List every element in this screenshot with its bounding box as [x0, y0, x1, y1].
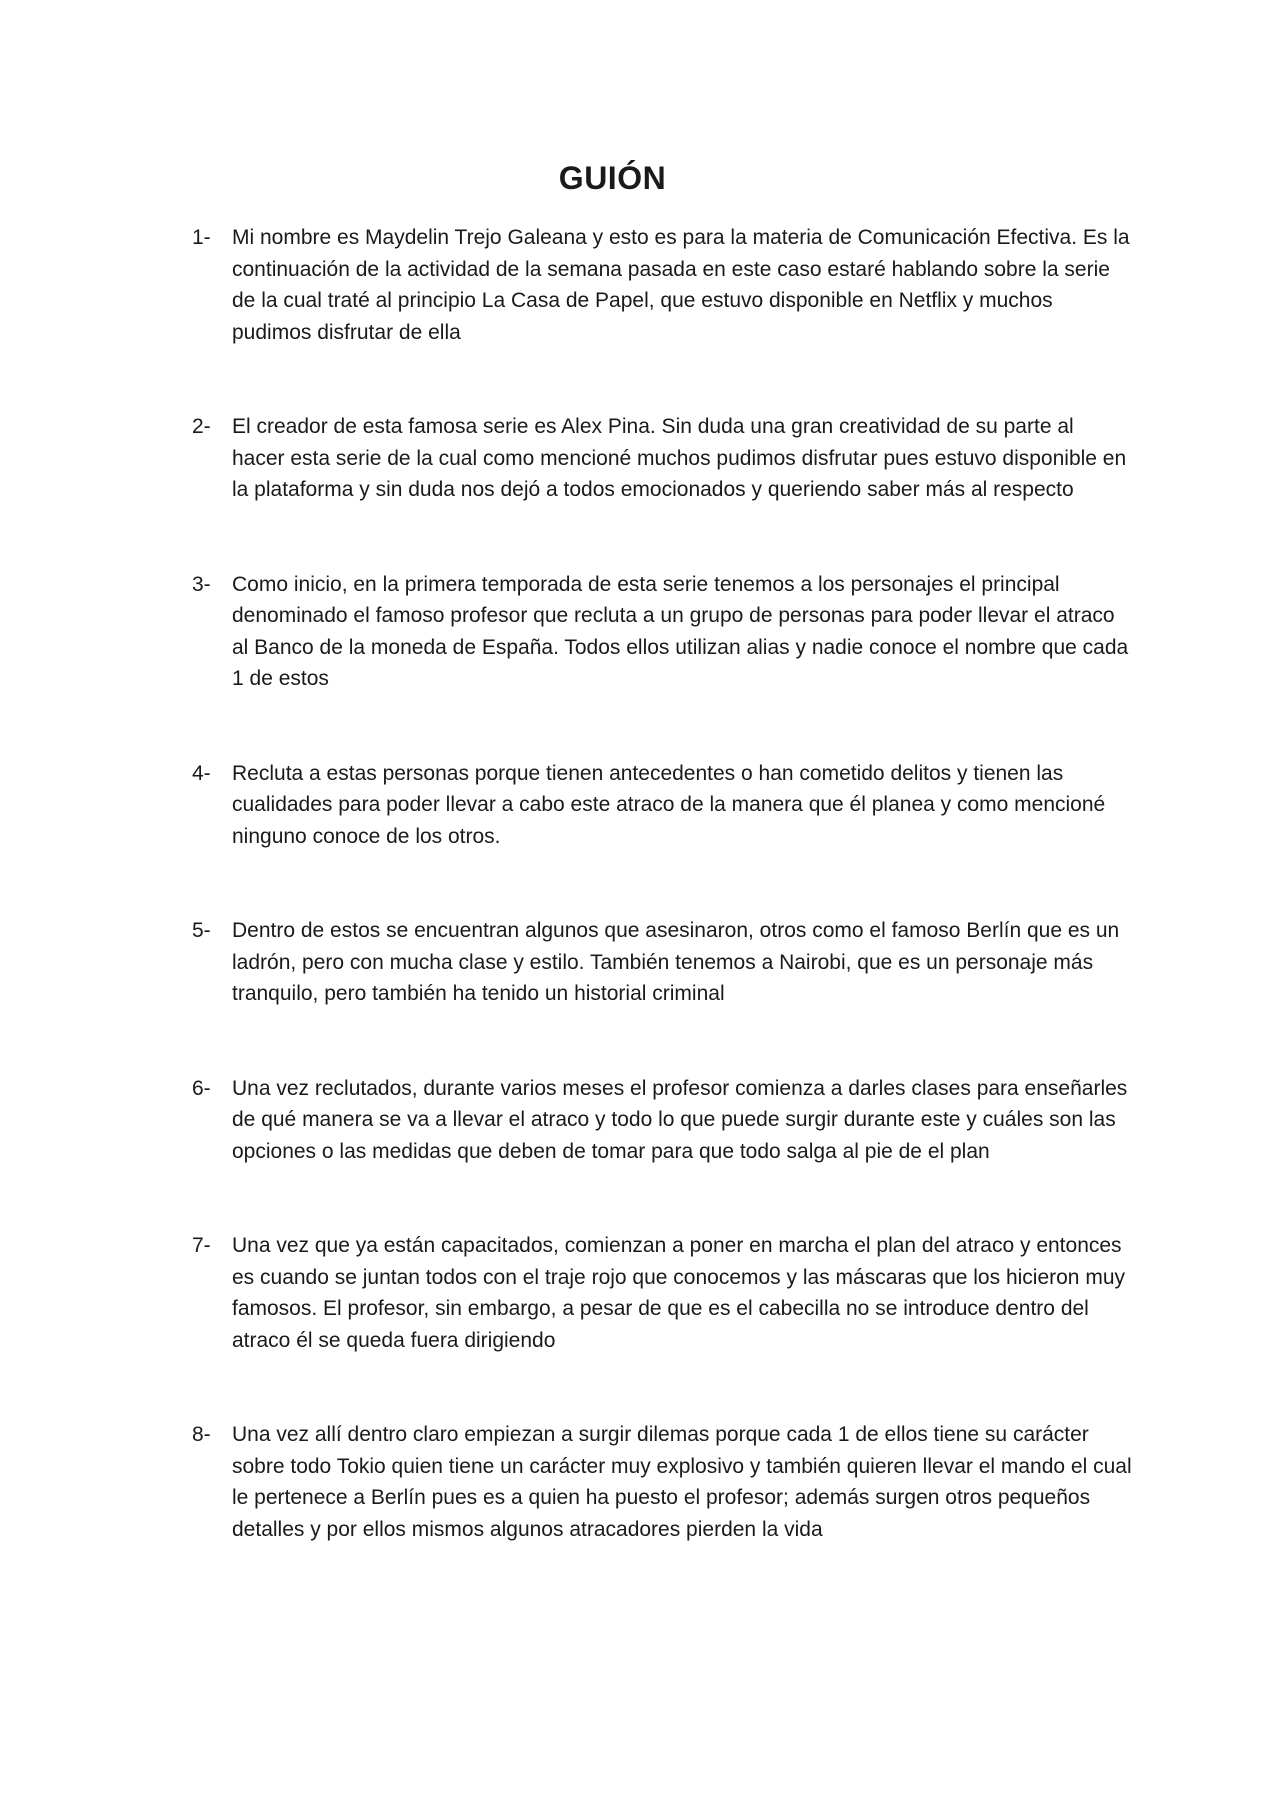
script-list: [192, 222, 1132, 1608]
list-item: [192, 915, 1132, 1010]
list-item: [192, 222, 1132, 348]
item-text: Una vez que ya están capacitados, comienzan a poner en marcha el plan del atraco y entonces es cuando se juntan todos con el traje rojo que conocemos y las máscaras que los hicieron muy famosos. El profesor, sin embargo, a pesar de que es el cabecilla no se introduce dentro del atraco él se queda fuera dirigiendo: [232, 1234, 1125, 1352]
list-item: [192, 411, 1132, 506]
item-number: 4-: [192, 761, 211, 785]
list-item: [192, 758, 1132, 853]
item-text: Como inicio, en la primera temporada de esta serie tenemos a los personajes el principal denominado el famoso profesor que recluta a un grupo de personas para poder llevar el atraco al Banco de la moneda de España. Todos ellos utilizan alias y nadie conoce el nombre que cada 1 de estos: [232, 572, 1129, 690]
document-title: GUIÓN: [558, 160, 667, 196]
item-text: Recluta a estas personas porque tienen antecedentes o han cometido delitos y tienen las cualidades para poder llevar a cabo este atraco de la manera que él planea y como mencioné ninguno conoce de los otros.: [232, 761, 1106, 848]
item-number: 1-: [192, 226, 211, 249]
item-number: 2-: [192, 415, 211, 438]
item-number: 3-: [192, 572, 211, 596]
item-text: Una vez reclutados, durante varios meses el profesor comienza a darles clases para enseñarles de qué manera se va a llevar el atraco y todo lo que puede surgir durante este y cuáles son las opciones o las medidas que deben de tomar para que todo salga al pie de el plan: [232, 1076, 1128, 1163]
item-number: 5-: [192, 919, 211, 942]
item-text: El creador de esta famosa serie es Alex Pina. Sin duda una gran creatividad de su parte al hacer esta serie de la cual como mencioné muchos pudimos disfrutar pues estuvo disponible en la plataforma y sin duda nos dejó a todos emocionados y queriendo saber más al respecto: [232, 415, 1127, 501]
list-item: [192, 1419, 1132, 1545]
list-item: [192, 1230, 1132, 1356]
item-text: Una vez allí dentro claro empiezan a surgir dilemas porque cada 1 de ellos tiene su carácter sobre todo Tokio quien tiene un carácter muy explosivo y también quieren llevar el mando el cual le pertenece a Berlín pues es a quien ha puesto el profesor; además surgen otros pequeños detalles y por ellos mismos algunos atracadores pierden la vida: [232, 1423, 1132, 1541]
item-number: 6-: [192, 1076, 211, 1100]
list-item: [192, 569, 1132, 695]
item-number: 7-: [192, 1234, 211, 1257]
item-text: Mi nombre es Maydelin Trejo Galeana y esto es para la materia de Comunicación Efectiva. Es la continuación de la actividad de la semana pasada en este caso estaré hablando sobre la serie de la cual traté al principio La Casa de Papel, que estuvo disponible en Netflix y muchos pudimos disfrutar de ella: [232, 226, 1130, 344]
item-text: Dentro de estos se encuentran algunos que asesinaron, otros como el famoso Berlín que es un ladrón, pero con mucha clase y estilo. También tenemos a Nairobi, que es un personaje más tranquilo, pero también ha tenido un historial criminal: [232, 919, 1120, 1005]
item-number: 8-: [192, 1423, 211, 1446]
list-item: [192, 1073, 1132, 1168]
